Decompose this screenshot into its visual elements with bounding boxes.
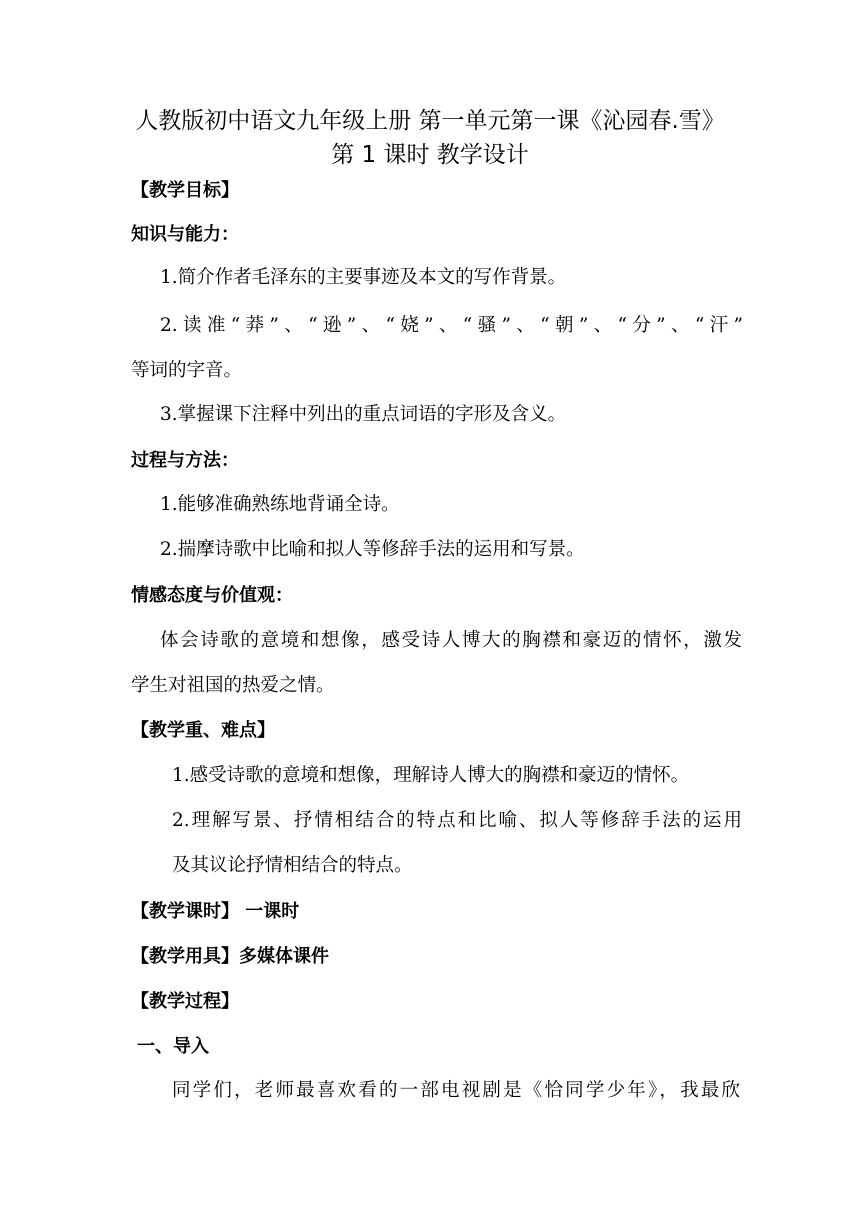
section-heading-hours: 【教学课时】 一课时	[131, 901, 300, 922]
document-title-line-1: 人教版初中语文九年级上册 第一单元第一课《沁园春.雪》	[135, 108, 725, 134]
keypoint-item-2: 2.理解写景、抒情相结合的特点和比喻、拟人等修辞手法的运用	[172, 810, 742, 831]
process-item-2: 2.揣摩诗歌中比喻和拟人等修辞手法的运用和写景。	[160, 539, 585, 560]
section-heading-procedure: 【教学过程】	[131, 991, 239, 1012]
emotion-line-2: 学生对祖国的热爱之情。	[131, 675, 335, 696]
knowledge-item-2: 2.读准“莽”、“逊”、“娆”、“骚”、“朝”、“分”、“汗”	[160, 315, 743, 336]
knowledge-item-2-continued: 等词的字音。	[131, 360, 243, 381]
emotion-line-1: 体会诗歌的意境和想像，感受诗人博大的胸襟和豪迈的情怀，激发	[160, 630, 742, 651]
knowledge-item-3: 3.掌握课下注释中列出的重点词语的字形及含义。	[160, 404, 567, 425]
document-title-line-2: 第 1 课时 教学设计	[331, 142, 529, 168]
subheading-emotion: 情感态度与价值观：	[131, 585, 293, 606]
section-heading-tools: 【教学用具】多媒体课件	[131, 946, 329, 967]
subheading-process: 过程与方法：	[131, 450, 239, 471]
keypoint-item-2-continued: 及其议论抒情相结合的特点。	[172, 855, 413, 876]
subheading-intro: 一、导入	[137, 1036, 209, 1057]
section-heading-keypoints: 【教学重、难点】	[131, 720, 275, 741]
intro-paragraph-line-1: 同学们，老师最喜欢看的一部电视剧是《恰同学少年》，我最欣	[172, 1080, 740, 1101]
keypoint-item-1: 1.感受诗歌的意境和想像，理解诗人博大的胸襟和豪迈的情怀。	[172, 765, 690, 786]
subheading-knowledge: 知识与能力：	[131, 224, 239, 245]
section-heading-objectives: 【教学目标】	[131, 180, 239, 201]
knowledge-item-1: 1.简介作者毛泽东的主要事迹及本文的写作背景。	[160, 267, 567, 288]
process-item-1: 1.能够准确熟练地背诵全诗。	[160, 494, 400, 515]
